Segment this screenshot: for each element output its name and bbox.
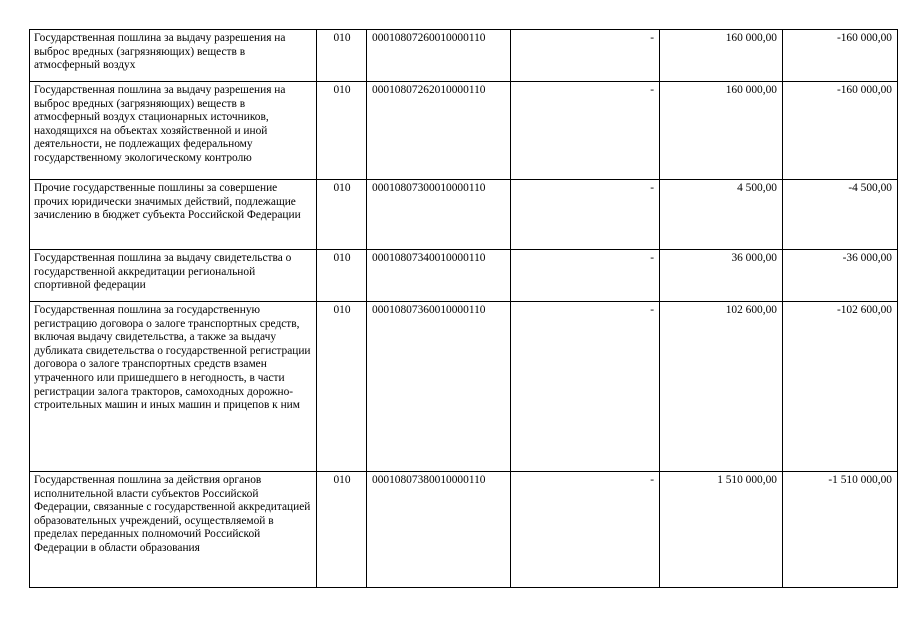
approved-plan-cell: - bbox=[511, 82, 660, 180]
approved-plan-cell: - bbox=[511, 472, 660, 588]
budget-classification-code-cell: 00010807380010000110 bbox=[367, 472, 511, 588]
table-row bbox=[30, 30, 898, 82]
income-name-cell: Государственная пошлина за действия органов исполнительной власти субъектов Российской Федерации, связанные с государственной аккредитацией образовательных учреждений, осуществляемой в пределах переданных полномочий Российской Федерации в области образования bbox=[30, 472, 317, 588]
unexecuted-amount-cell: -102 600,00 bbox=[783, 302, 898, 472]
income-name-cell: Государственная пошлина за выдачу разрешения на выброс вредных (загрязняющих) веществ в атмосферный воздух bbox=[30, 30, 317, 82]
income-name-cell: Государственная пошлина за выдачу разрешения на выброс вредных (загрязняющих) веществ в атмосферный воздух стационарных источников, находящихся на объектах хозяйственной и иной деятельности, не подлежащих федеральному государственному экологическому контролю bbox=[30, 82, 317, 180]
unexecuted-amount-cell: -1 510 000,00 bbox=[783, 472, 898, 588]
executed-amount-cell: 36 000,00 bbox=[660, 250, 783, 302]
table-row bbox=[30, 180, 898, 250]
table-row bbox=[30, 82, 898, 180]
executed-amount-cell: 1 510 000,00 bbox=[660, 472, 783, 588]
admin-code-cell: 010 bbox=[317, 180, 367, 250]
admin-code-cell: 010 bbox=[317, 250, 367, 302]
executed-amount-cell: 160 000,00 bbox=[660, 82, 783, 180]
income-name-cell: Государственная пошлина за государственную регистрацию договора о залоге транспортных средств, включая выдачу свидетельства, а также за выдачу дубликата свидетельства о государственной регистрации договора о залоге транспортных средств взамен утраченного или пришедшего в негодность, в части регистрации залога тракторов, самоходных дорожно-строительных машин и иных машин и прицепов к ним bbox=[30, 302, 317, 472]
unexecuted-amount-cell: -160 000,00 bbox=[783, 82, 898, 180]
table-row bbox=[30, 472, 898, 588]
unexecuted-amount-cell: -4 500,00 bbox=[783, 180, 898, 250]
approved-plan-cell: - bbox=[511, 302, 660, 472]
table-row bbox=[30, 302, 898, 472]
budget-classification-code-cell: 00010807340010000110 bbox=[367, 250, 511, 302]
budget-classification-code-cell: 00010807360010000110 bbox=[367, 302, 511, 472]
unexecuted-amount-cell: -36 000,00 bbox=[783, 250, 898, 302]
executed-amount-cell: 4 500,00 bbox=[660, 180, 783, 250]
executed-amount-cell: 102 600,00 bbox=[660, 302, 783, 472]
approved-plan-cell: - bbox=[511, 30, 660, 82]
executed-amount-cell: 160 000,00 bbox=[660, 30, 783, 82]
budget-classification-code-cell: 00010807262010000110 bbox=[367, 82, 511, 180]
admin-code-cell: 010 bbox=[317, 30, 367, 82]
table-row bbox=[30, 250, 898, 302]
admin-code-cell: 010 bbox=[317, 472, 367, 588]
unexecuted-amount-cell: -160 000,00 bbox=[783, 30, 898, 82]
approved-plan-cell: - bbox=[511, 180, 660, 250]
budget-classification-code-cell: 00010807300010000110 bbox=[367, 180, 511, 250]
admin-code-cell: 010 bbox=[317, 302, 367, 472]
income-name-cell: Прочие государственные пошлины за совершение прочих юридически значимых действий, подлежащие зачислению в бюджет субъекта Российской Федерации bbox=[30, 180, 317, 250]
budget-classification-code-cell: 00010807260010000110 bbox=[367, 30, 511, 82]
approved-plan-cell: - bbox=[511, 250, 660, 302]
admin-code-cell: 010 bbox=[317, 82, 367, 180]
budget-revenue-table bbox=[29, 29, 898, 588]
income-name-cell: Государственная пошлина за выдачу свидетельства о государственной аккредитации региональной спортивной федерации bbox=[30, 250, 317, 302]
